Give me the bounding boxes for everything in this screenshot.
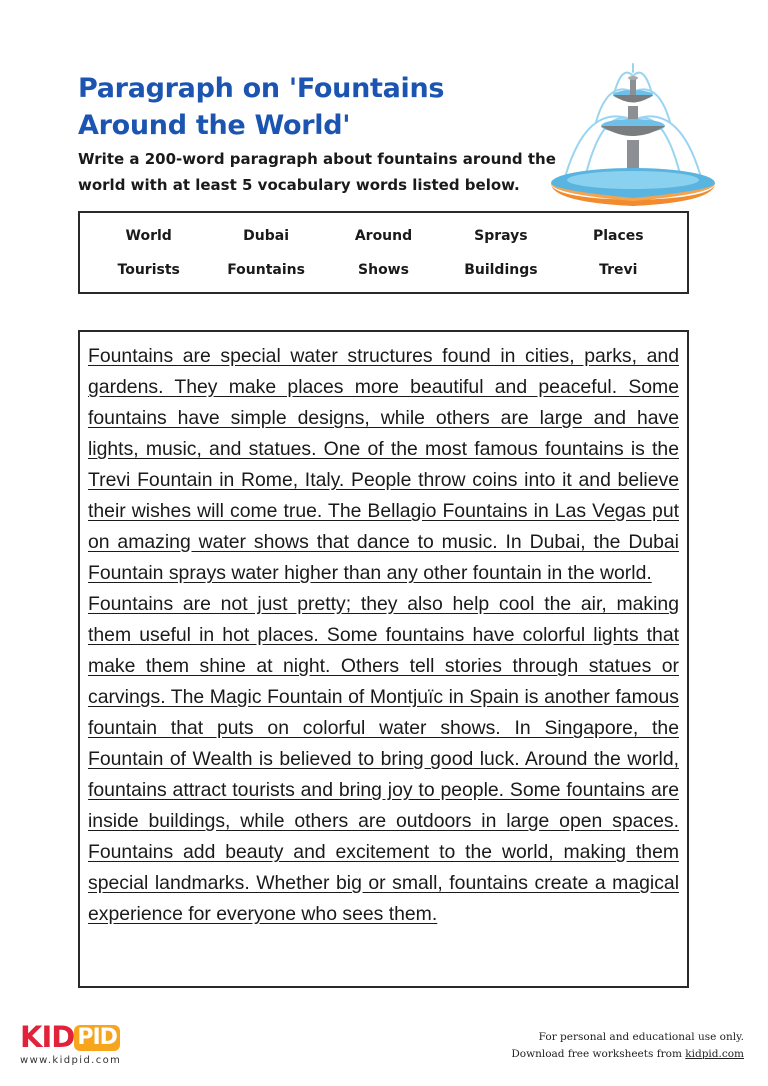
vocabulary-grid <box>90 225 677 281</box>
vocabulary-box <box>78 211 689 294</box>
vocab-word: Places <box>592 228 644 244</box>
footer-download-line <box>511 1046 744 1063</box>
paragraph-box <box>78 330 689 988</box>
fountain-illustration-icon <box>548 62 718 210</box>
vocab-word: World <box>125 228 172 244</box>
paragraph-1: Fountains are special water structures found in cities, parks, and gardens. They make places more beautiful and peaceful. Some fountains have simple designs, while others are large and have lights, music, and statues. One of the most famous fountains is the Trevi Fountain in Rome, Italy. People throw coins into it and believe their wishes will come true. The Bellagio Fountains in Las Vegas put on amazing water shows that dance to music. In Dubai, the Dubai Fountain sprays water higher than any other fountain in the world. <box>88 345 679 584</box>
footer-site-link[interactable]: kidpid.com <box>685 1048 744 1060</box>
footer <box>511 1029 744 1063</box>
footer-download-text: Download free worksheets from <box>511 1048 686 1060</box>
page-title: Paragraph on 'Fountains Around the World' <box>78 73 445 141</box>
vocab-word: Fountains <box>227 262 305 278</box>
vocab-word: Around <box>354 228 413 244</box>
logo-url: www.kidpid.com <box>20 1055 122 1066</box>
vocab-word: Tourists <box>117 262 180 278</box>
vocab-word: Buildings <box>464 262 538 278</box>
vocab-word: Dubai <box>243 228 290 244</box>
paragraph-2: Fountains are not just pretty; they also help cool the air, making them useful in hot places. Some fountains have colorful lights that make them shine at night. Others tell stories through statues or carvings. The Magic Fountain of Montjuïc in Spain is another famous fountain that puts on colorful water shows. In Singapore, the Fountain of Wealth is believed to bring good luck. Around the world, fountains attract tourists and bring joy to people. Some fountains are inside buildings, while others are outdoors in large open spaces. Fountains add beauty and excitement to the world, making them special landmarks. Whether big or small, fountains create a magical experience for everyone who sees them. <box>88 593 679 925</box>
vocab-word: Trevi <box>599 262 638 278</box>
instructions: Write a 200-word paragraph about fountains around the world with at least 5 vocabulary words listed below. <box>78 150 556 194</box>
vocab-word: Shows <box>358 262 409 278</box>
logo-pid-text: PID <box>74 1025 120 1051</box>
logo-kid-text: KID <box>20 1020 75 1054</box>
kidpid-logo <box>20 1020 140 1066</box>
vocab-word: Sprays <box>474 228 528 244</box>
footer-usage-note: For personal and educational use only. <box>538 1031 744 1043</box>
